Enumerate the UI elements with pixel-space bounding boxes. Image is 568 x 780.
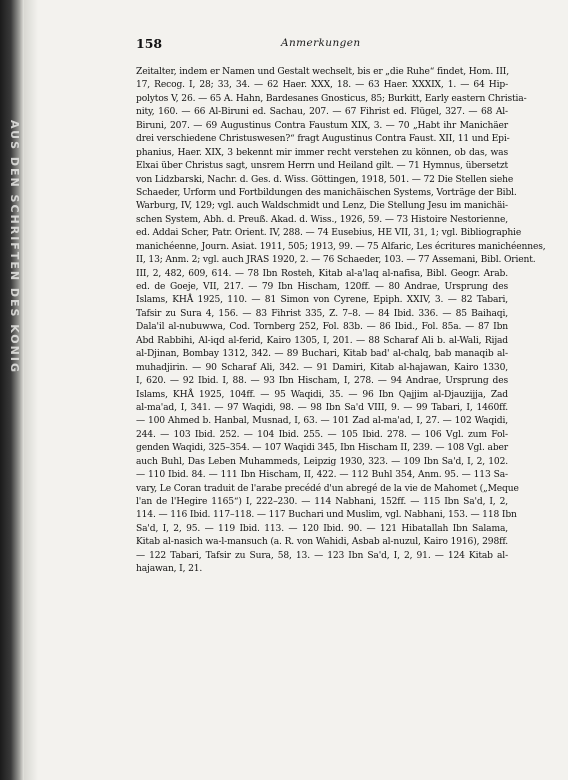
note-line: l'an de l'Hegire 1165“) I, 222–230. — 114 Nabhani, 152ff. — 115 Ibn Sa'd, I, 2, <box>136 497 508 507</box>
note-line: hajawan, I, 21. <box>136 564 203 575</box>
gutter-shadow <box>24 0 38 780</box>
note-line: Biruni, 207. — 69 Augustinus Contra Faustum XIX, 3. — 70 „Habt ihr Manichäer <box>136 120 508 131</box>
binding-stamp-text: AUS DEN SCHRIFTEN DES KONIG <box>8 120 21 374</box>
note-line: 114. — 116 Ibid. 117–118. — 117 Buchari und Muslim, vgl. Nabhani, 153. — 118 Ibn <box>136 510 517 521</box>
note-line: II, 13; Anm. 2; vgl. auch JRAS 1920, 2. — 76 Schaeder, 103. — 77 Assemani, Bibl. Orient. <box>136 255 536 266</box>
note-line: — 122 Tabari, Tafsir zu Sura, 58, 13. — 123 Ibn Sa'd, I, 2, 91. — 124 Kitab al- <box>136 550 508 561</box>
note-line: Zeitalter, indem er Namen und Gestalt wechselt, bis er „die Ruhe“ findet, Hom. III, <box>136 67 509 77</box>
note-line: ed. Addai Scher, Patr. Orient. IV, 288. — 74 Eusebius, HE VII, 31, 1; vgl. Bibliographie <box>136 228 522 239</box>
note-line: Dala'il al-nubuwwa, Cod. Tornberg 252, Fol. 83b. — 86 Ibid., Fol. 85a. — 87 Ibn <box>136 322 508 333</box>
note-line: vary, Le Coran traduit de l'arabe precédé d'un abregé de la vie de Mahomet („Meque <box>136 483 519 494</box>
note-line: schen System, Abh. d. Preuß. Akad. d. Wiss., 1926, 59. — 73 Histoire Nestorienne, <box>136 214 508 225</box>
running-head: Anmerkungen <box>281 37 361 49</box>
note-line: manichéenne, Journ. Asiat. 1911, 505; 1913, 99. — 75 Alfaric, Les écritures manichéennes, <box>136 241 546 252</box>
note-line: Schaeder, Urform und Fortbildungen des manichäischen Systems, Vorträge der Bibl. <box>136 187 517 198</box>
note-line: Sa'd, I, 2, 95. — 119 Ibid. 113. — 120 Ibid. 90. — 121 Hibatallah Ibn Salama, <box>136 523 508 534</box>
note-line: Islams, KHÅ 1925, 104ff. — 95 Waqidi, 35. — 96 Ibn Qajjim al-Djauzijja, Zad <box>136 389 508 400</box>
note-line: ed. de Goeje, VII, 217. — 79 Ibn Hischam, 120ff. — 80 Andrae, Ursprung des <box>136 282 508 292</box>
note-line: drei verschiedene Christuswesen?“ fragt Augustinus Contra Faust. XII, 11 und Epi- <box>136 134 510 145</box>
note-line: 244. — 103 Ibid. 252. — 104 Ibid. 255. — 105 Ibid. 278. — 106 Vgl. zum Fol- <box>136 429 508 440</box>
note-line: Tafsir zu Sura 4, 156. — 83 Fihrist 335, Z. 7–8. — 84 Ibid. 336. — 85 Baihaqi, <box>136 308 508 319</box>
note-line: Elxai über Christus sagt, unsrem Herrn und Heiland gilt. — 71 Hymnus, übersetzt <box>136 161 508 172</box>
note-line: muhadjirin. — 90 Scharaf Ali, 342. — 91 Damiri, Kitab al-hajawan, Kairo 1330, <box>136 362 508 373</box>
note-line: auch Buhl, Das Leben Muhammeds, Leipzig 1930, 323. — 109 Ibn Sa'd, I, 2, 102. <box>136 456 508 467</box>
note-line: — 110 Ibid. 84. — 111 Ibn Hischam, II, 422. — 112 Buhl 354, Anm. 95. — 113 Sa- <box>136 470 508 481</box>
note-line: Abd Rabbihi, Al-iqd al-ferid, Kairo 1305, I, 201. — 88 Scharaf Ali b. al-Wali, Rijad <box>136 335 508 346</box>
note-line: al-Djinan, Bombay 1312, 342. — 89 Buchari, Kitab bad' al-chalq, bab manaqib al- <box>136 349 508 360</box>
note-line: von Lidzbarski, Nachr. d. Ges. d. Wiss. Göttingen, 1918, 501. — 72 Die Stellen siehe <box>136 174 514 185</box>
page-header <box>136 36 506 52</box>
note-line: al-ma'ad, I, 341. — 97 Waqidi, 98. — 98 Ibn Sa'd VIII, 9. — 99 Tabari, I, 1460ff. <box>136 402 508 413</box>
page-number: 158 <box>136 36 163 51</box>
note-line: — 100 Ahmed b. Hanbal, Musnad, I, 63. — 101 Zad al-ma'ad, I, 27. — 102 Waqidi, <box>136 416 508 427</box>
note-line: 17, Recog. I, 28; 33, 34. — 62 Haer. XXX, 18. — 63 Haer. XXXIX, 1. — 64 Hip- <box>136 80 508 91</box>
note-line: nity, 160. — 66 Al-Biruni ed. Sachau, 207. — 67 Fihrist ed. Flügel, 327. — 68 Al- <box>136 107 508 118</box>
note-line: I, 620. — 92 Ibid. I, 88. — 93 Ibn Hischam, I, 278. — 94 Andrae, Ursprung des <box>136 376 508 387</box>
note-line: Warburg, IV, 129; vgl. auch Waldschmidt und Lenz, Die Stellung Jesu im manichäi- <box>136 201 508 212</box>
note-line: polytos V, 26. — 65 A. Hahn, Bardesanes Gnosticus, 85; Burkitt, Early eastern Christia- <box>136 93 527 104</box>
endnotes-text-block <box>136 66 546 577</box>
note-line: Islams, KHÅ 1925, 110. — 81 Simon von Cyrene, Epiph. XXIV, 3. — 82 Tabari, <box>136 295 508 306</box>
book-binding-edge <box>0 0 24 780</box>
note-line: genden Waqidi, 325–354. — 107 Waqidi 345, Ibn Hischam II, 239. — 108 Vgl. aber <box>136 443 508 454</box>
note-line: Kitab al-nasich wa-l-mansuch (a. R. von Wahidi, Asbab al-nuzul, Kairo 1916), 298ff. <box>136 537 508 548</box>
note-line: phanius, Haer. XIX, 3 bekennt mir immer recht verstehen zu können, ob das, was <box>136 147 508 158</box>
note-line: III, 2, 482, 609, 614. — 78 Ibn Rosteh, Kitab al-a'laq al-nafisa, Bibl. Geogr. Arab. <box>136 268 508 279</box>
